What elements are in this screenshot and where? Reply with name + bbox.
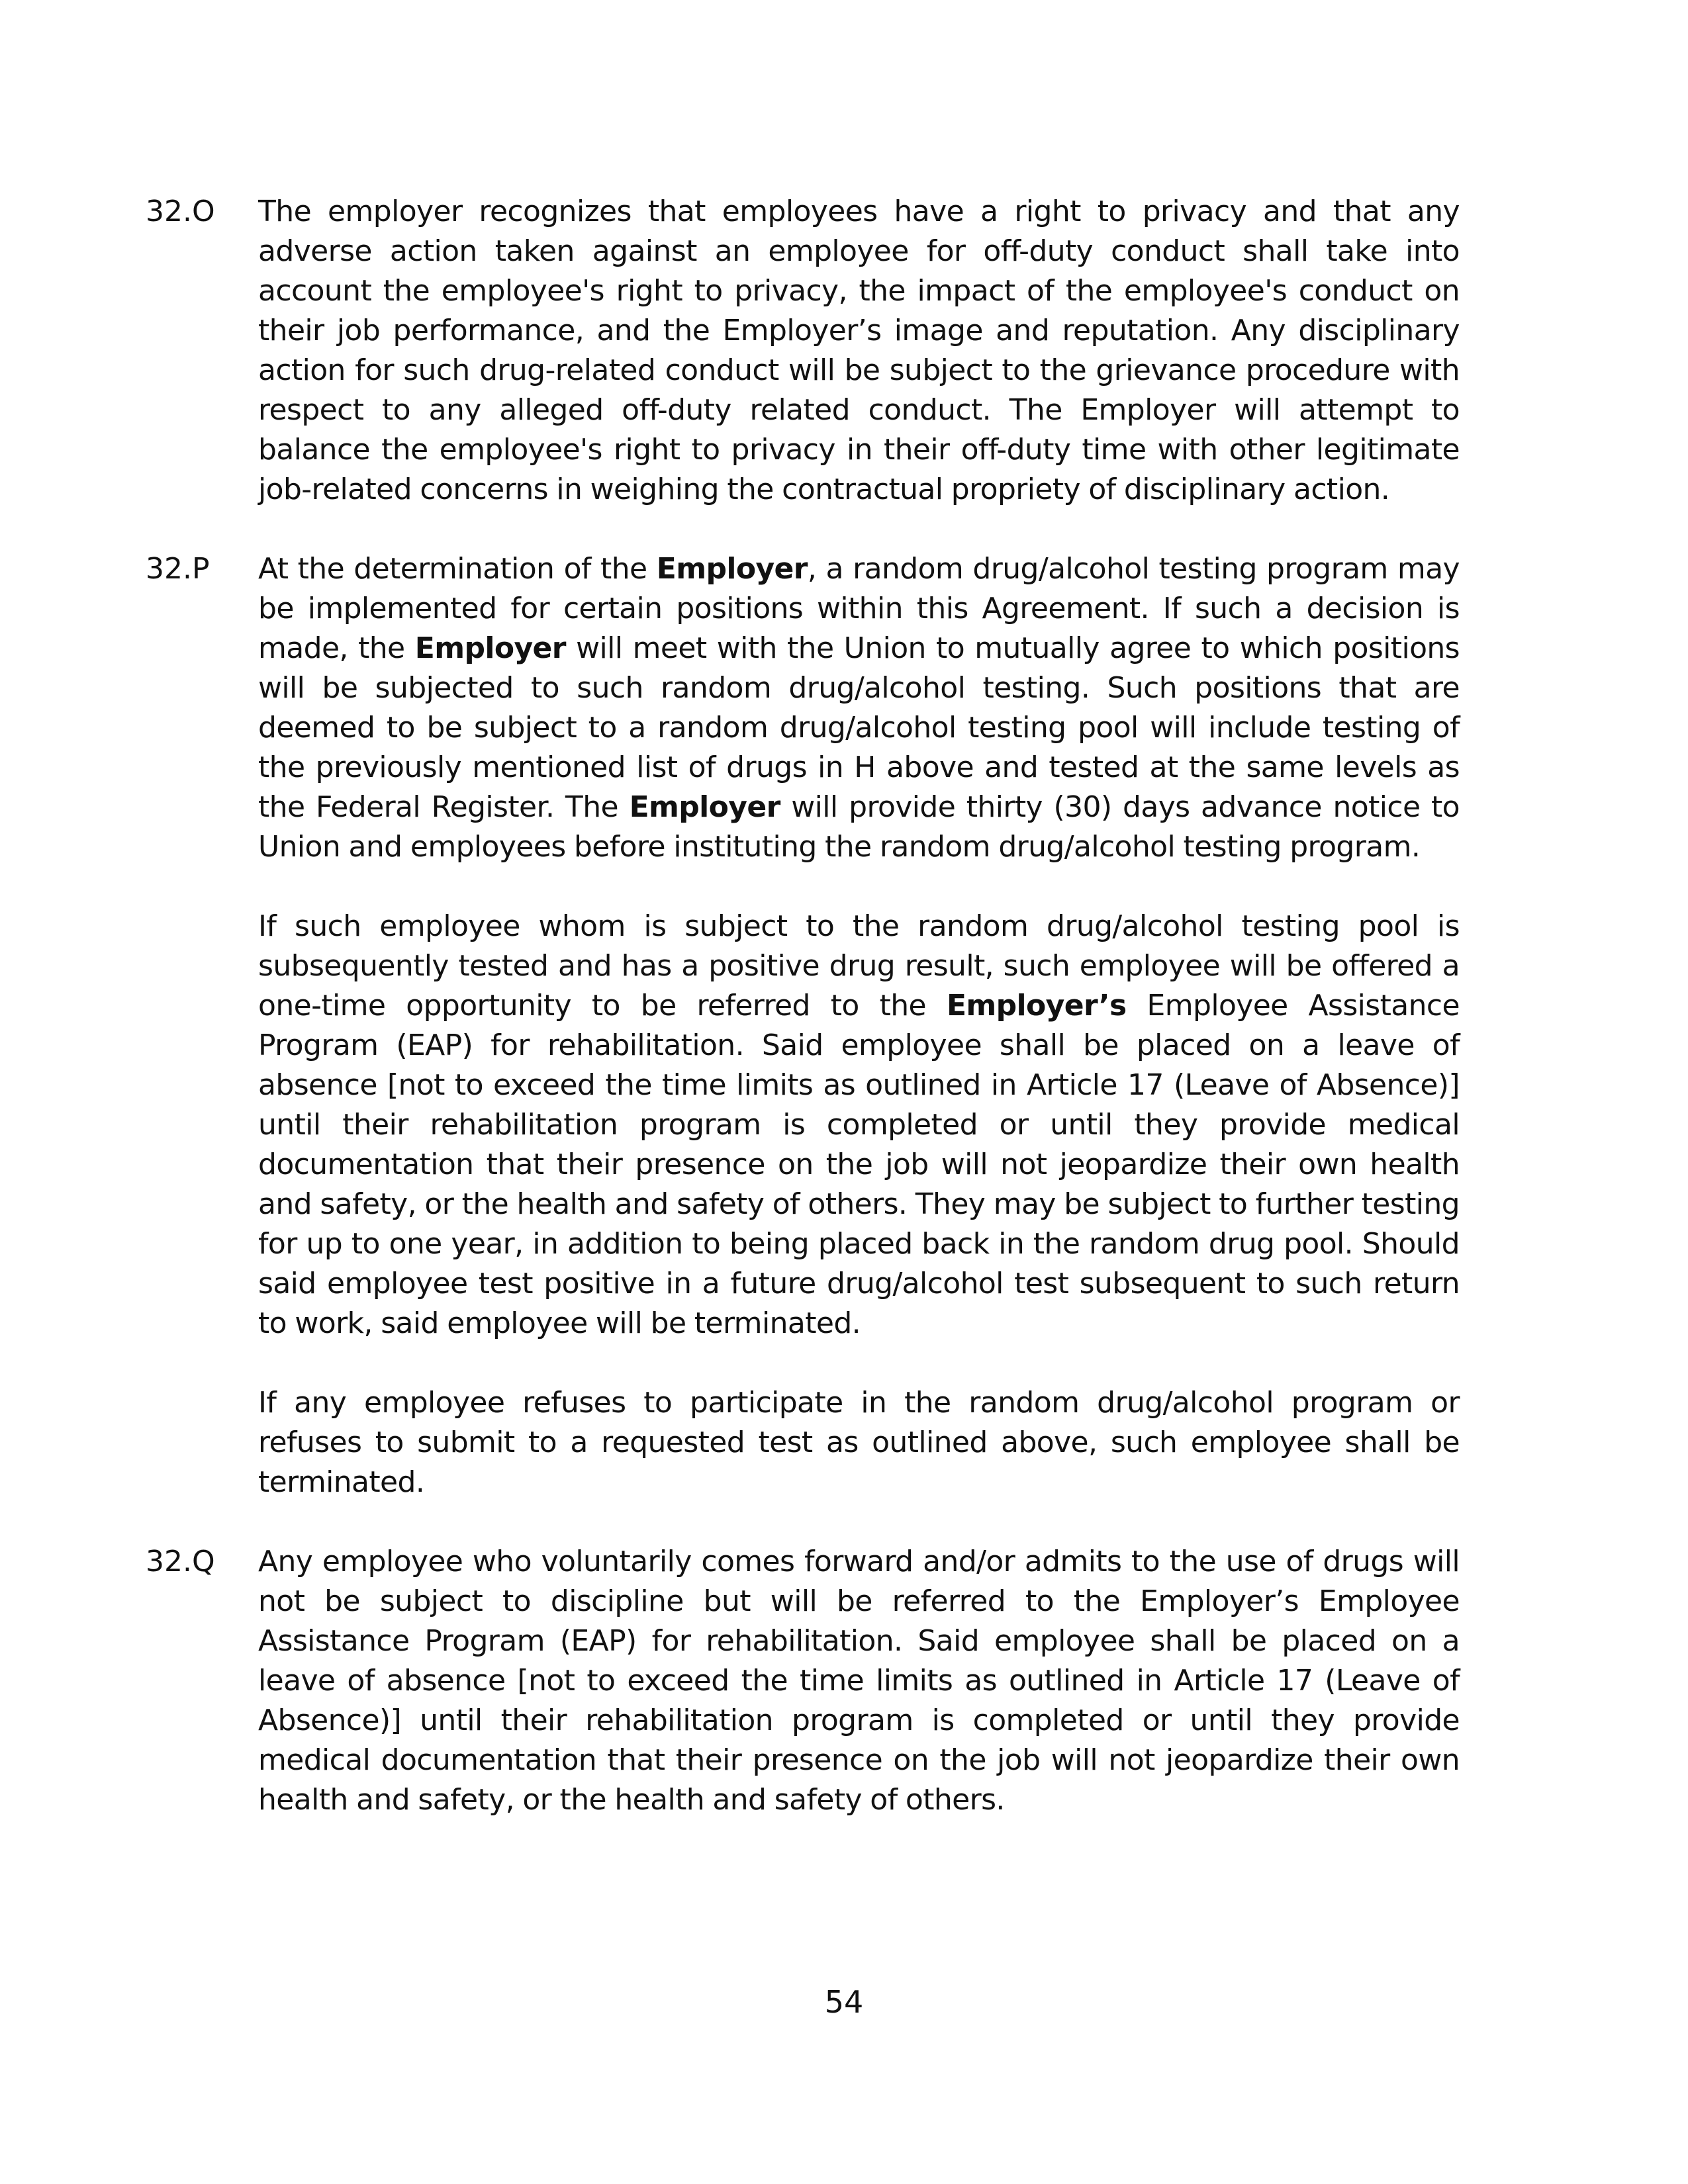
section-number: 32.P [146, 552, 210, 586]
paragraph-text: , a random drug/alcohol testing program may be implemented for certain positions within this Agreement. If such a decision is made, the [258, 552, 1460, 665]
section-paragraph: If any employee refuses to participate in the random drug/alcohol program or refuses to submit to a requested test as outlined above, such employee shall be terminated. [258, 1386, 1460, 1499]
paragraph-text: will provide thirty (30) days advance notice to Union and employees before instituting the random drug/alcohol testing program. [258, 790, 1460, 864]
paragraph-text: If such employee whom is subject to the random drug/alcohol testing pool is subsequently tested and has a positive drug result, such employee will be offered a one-time opportunity to be referred to the [258, 909, 1460, 1023]
section-body [258, 192, 1460, 549]
section-paragraph: Any employee who voluntarily comes forward and/or admits to the use of drugs will not be subject to discipline but will be referred to the Employer’s Employee Assistance Program (EAP) for rehabilitation. Said employee shall be placed on a leave of absence [not to exceed the time limits as outlined in Article 17 (Leave of Absence)] until their rehabilitation program is completed or until they provide medical documentation that their presence on the job will not jeopardize their own health and safety, or the health and safety of others. [258, 1545, 1460, 1817]
paragraph-text: At the determination of the [258, 552, 657, 586]
section-paragraph: The employer recognizes that employees have a right to privacy and that any adverse action taken against an employee for off-duty conduct shall take into account the employee's right to privacy, the impact of the employee's conduct on their job performance, and the Employer’s image and reputation. Any disciplinary action for such drug-related conduct will be subject to the grievance procedure with respect to any alleged off-duty related conduct. The Employer will attempt to balance the employee's right to privacy in their off-duty time with other legitimate job-related concerns in weighing the contractual propriety of disciplinary action. [258, 195, 1460, 506]
section-number: 32.O [146, 195, 215, 228]
section-paragraph [258, 907, 1460, 1343]
paragraph-text: will meet with the Union to mutually agree to which positions will be subjected to such random drug/alcohol testing. Such positions that are deemed to be subject to a random drug/alcohol testing pool will include testing of the previously mentioned list of drugs in H above and tested at the same levels as the Federal Register. The [258, 631, 1460, 824]
page-number: 54 [824, 1984, 864, 2020]
bold-term: Employer [656, 552, 808, 586]
bold-term: Employer’s [946, 989, 1127, 1023]
section-body [258, 549, 1460, 1542]
section-paragraph [258, 549, 1460, 867]
section-body [258, 1542, 1460, 1860]
paragraph-text: Employee Assistance Program (EAP) for rehabilitation. Said employee shall be placed on a leave of absence [not to exceed the time limits as outlined in Article 17 (Leave of Absence)] until their rehabilitation program is completed or until they provide medical documentation that their presence on the job will not jeopardize their own health and safety, or the health and safety of others. They may be subject to further testing for up to one year, in addition to being placed back in the random drug pool. Should said employee test positive in a future drug/alcohol test subsequent to such return to work, said employee will be terminated. [258, 989, 1460, 1340]
bold-term: Employer [414, 631, 566, 665]
bold-term: Employer [629, 790, 780, 824]
section-number: 32.Q [146, 1545, 215, 1578]
